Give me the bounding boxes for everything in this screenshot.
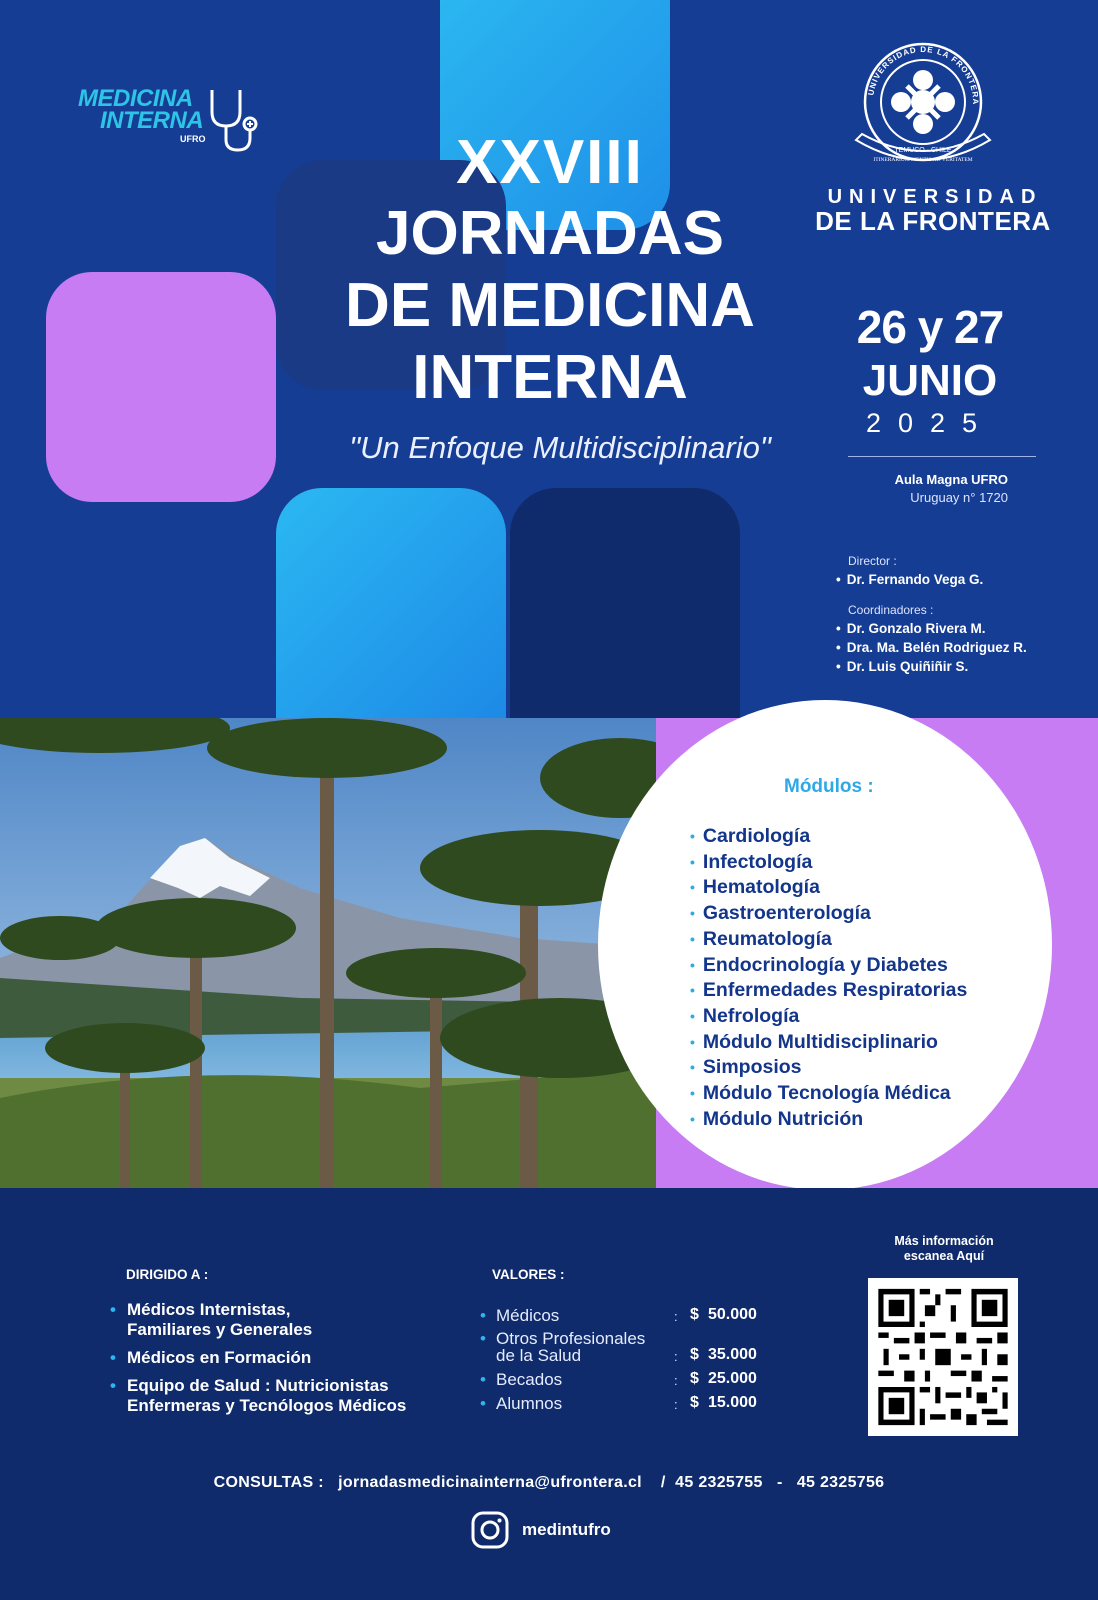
price-category: • Médicos — [480, 1300, 674, 1324]
price-amount: 15.000 — [708, 1394, 757, 1411]
director-list — [836, 570, 1027, 589]
logo-line-3: UFRO — [180, 134, 206, 144]
title-line-1: JORNADAS — [376, 199, 724, 268]
audience-item-line: • Médicos en Formación — [127, 1348, 312, 1367]
stethoscope-icon — [206, 86, 266, 156]
audience-item — [110, 1348, 406, 1368]
contact-email[interactable]: jornadasmedicinainterna@ufrontera.cl — [338, 1474, 642, 1491]
modules-list — [690, 824, 967, 1133]
coordinator-item: • Dr. Luis Quiñiñir S. — [836, 657, 1027, 676]
contact-phone-1[interactable]: 45 2325755 — [675, 1474, 763, 1491]
staff-block — [836, 554, 1027, 690]
contact-label: CONSULTAS : — [213, 1474, 324, 1491]
price-row — [480, 1324, 757, 1364]
event-days: 26 y 27 — [856, 301, 1004, 353]
deco-square-navy-bottom — [510, 488, 740, 718]
price-currency: $ — [690, 1346, 699, 1363]
price-amount: 50.000 — [708, 1306, 757, 1323]
price-currency: $ — [690, 1370, 699, 1387]
qr-code-icon — [868, 1278, 1018, 1436]
event-month: JUNIO — [862, 356, 998, 405]
module-item: • Módulo Tecnología Médica — [690, 1081, 967, 1107]
audience-list — [110, 1300, 406, 1424]
qr-code[interactable] — [868, 1278, 1018, 1436]
price-colon: : — [674, 1349, 678, 1364]
price-currency: $ — [690, 1394, 699, 1411]
contact-separator: - — [776, 1474, 783, 1491]
logo-line-1: MEDICINA — [78, 85, 193, 112]
crest-top-text: UNIVERSIDAD DE LA FRONTERA — [866, 44, 981, 106]
prices-title: VALORES : — [492, 1267, 565, 1282]
university-crest-icon — [848, 40, 998, 170]
audience-item-line: • Equipo de Salud : Nutricionistas — [127, 1376, 389, 1395]
price-colon: : — [674, 1397, 678, 1412]
landscape-photo — [0, 718, 660, 1188]
module-item: • Simposios — [690, 1055, 967, 1081]
event-subtitle: "Un Enfoque Multidisciplinario" — [349, 430, 771, 465]
coordinator-item: • Dra. Ma. Belén Rodriguez R. — [836, 638, 1027, 657]
coordinator-item: • Dr. Gonzalo Rivera M. — [836, 619, 1027, 638]
price-category-line: de la Salud — [496, 1346, 582, 1365]
price-amount: 25.000 — [708, 1370, 757, 1387]
price-colon: : — [674, 1373, 678, 1388]
title-line-2: DE MEDICINA — [345, 271, 755, 340]
coordinators-list — [836, 619, 1027, 676]
price-category-line: • Otros Profesionales — [496, 1329, 646, 1348]
module-item: • Nefrología — [690, 1004, 967, 1030]
audience-item-line: Familiares y Generales — [127, 1320, 313, 1339]
modules-title: Módulos : — [784, 776, 874, 797]
price-colon: : — [674, 1309, 678, 1324]
module-item: • Reumatología — [690, 927, 967, 953]
contact-line — [0, 1474, 1098, 1492]
price-currency: $ — [690, 1306, 699, 1323]
qr-label-line-1: Más información — [894, 1234, 994, 1248]
audience-title: DIRIGIDO A : — [126, 1267, 209, 1282]
logo-line-2: INTERNA — [100, 107, 204, 134]
module-item: • Módulo Nutrición — [690, 1107, 967, 1133]
university-name-line-1: UNIVERSIDAD — [827, 186, 1043, 208]
director-name: • Dr. Fernando Vega G. — [836, 570, 1027, 589]
coordinators-label: Coordinadores : — [848, 603, 934, 617]
module-item: • Cardiología — [690, 824, 967, 850]
price-row — [480, 1364, 757, 1388]
qr-label-line-2: escanea Aquí — [903, 1249, 985, 1263]
deco-square-cyan-bottom — [276, 488, 506, 718]
price-row — [480, 1300, 757, 1324]
instagram-handle[interactable]: medintufro — [522, 1520, 611, 1539]
price-category: • Becados — [480, 1364, 674, 1388]
title-line-3: INTERNA — [412, 343, 688, 412]
deco-square-purple — [46, 272, 276, 502]
prices-table — [480, 1300, 757, 1412]
event-title — [270, 128, 830, 414]
event-venue: Aula Magna UFRO — [894, 472, 1008, 487]
audience-item — [110, 1300, 406, 1340]
title-edition: XXVIII — [456, 128, 644, 197]
instagram-icon[interactable] — [470, 1510, 510, 1550]
price-row — [480, 1388, 757, 1412]
crest-city: TEMUCO · CHILE — [894, 147, 952, 154]
crest-motto: ITINERARIUM MENTIS AD VERITATEM — [873, 157, 973, 163]
event-address: Uruguay n° 1720 — [910, 490, 1008, 505]
event-year: 2025 — [865, 408, 995, 438]
contact-phone-2[interactable]: 45 2325756 — [796, 1474, 885, 1491]
audience-item-line: • Médicos Internistas, — [127, 1300, 291, 1319]
price-category: • Alumnos — [480, 1388, 674, 1412]
date-divider — [848, 456, 1036, 457]
module-item: • Módulo Multidisciplinario — [690, 1030, 967, 1056]
module-item: • Enfermedades Respiratorias — [690, 978, 967, 1004]
price-amount: 35.000 — [708, 1346, 757, 1363]
medicina-interna-logo — [78, 85, 206, 150]
director-label: Director : — [848, 554, 897, 568]
audience-item-line: Enfermeras y Tecnólogos Médicos — [127, 1396, 407, 1415]
qr-label — [874, 1234, 1014, 1264]
module-item: • Hematología — [690, 875, 967, 901]
contact-separator: / — [660, 1474, 666, 1491]
module-item: • Infectología — [690, 850, 967, 876]
module-item: • Gastroenterología — [690, 901, 967, 927]
university-name-line-2: DE LA FRONTERA — [815, 206, 1051, 236]
price-category — [480, 1324, 674, 1364]
audience-item — [110, 1376, 406, 1416]
module-item: • Endocrinología y Diabetes — [690, 953, 967, 979]
